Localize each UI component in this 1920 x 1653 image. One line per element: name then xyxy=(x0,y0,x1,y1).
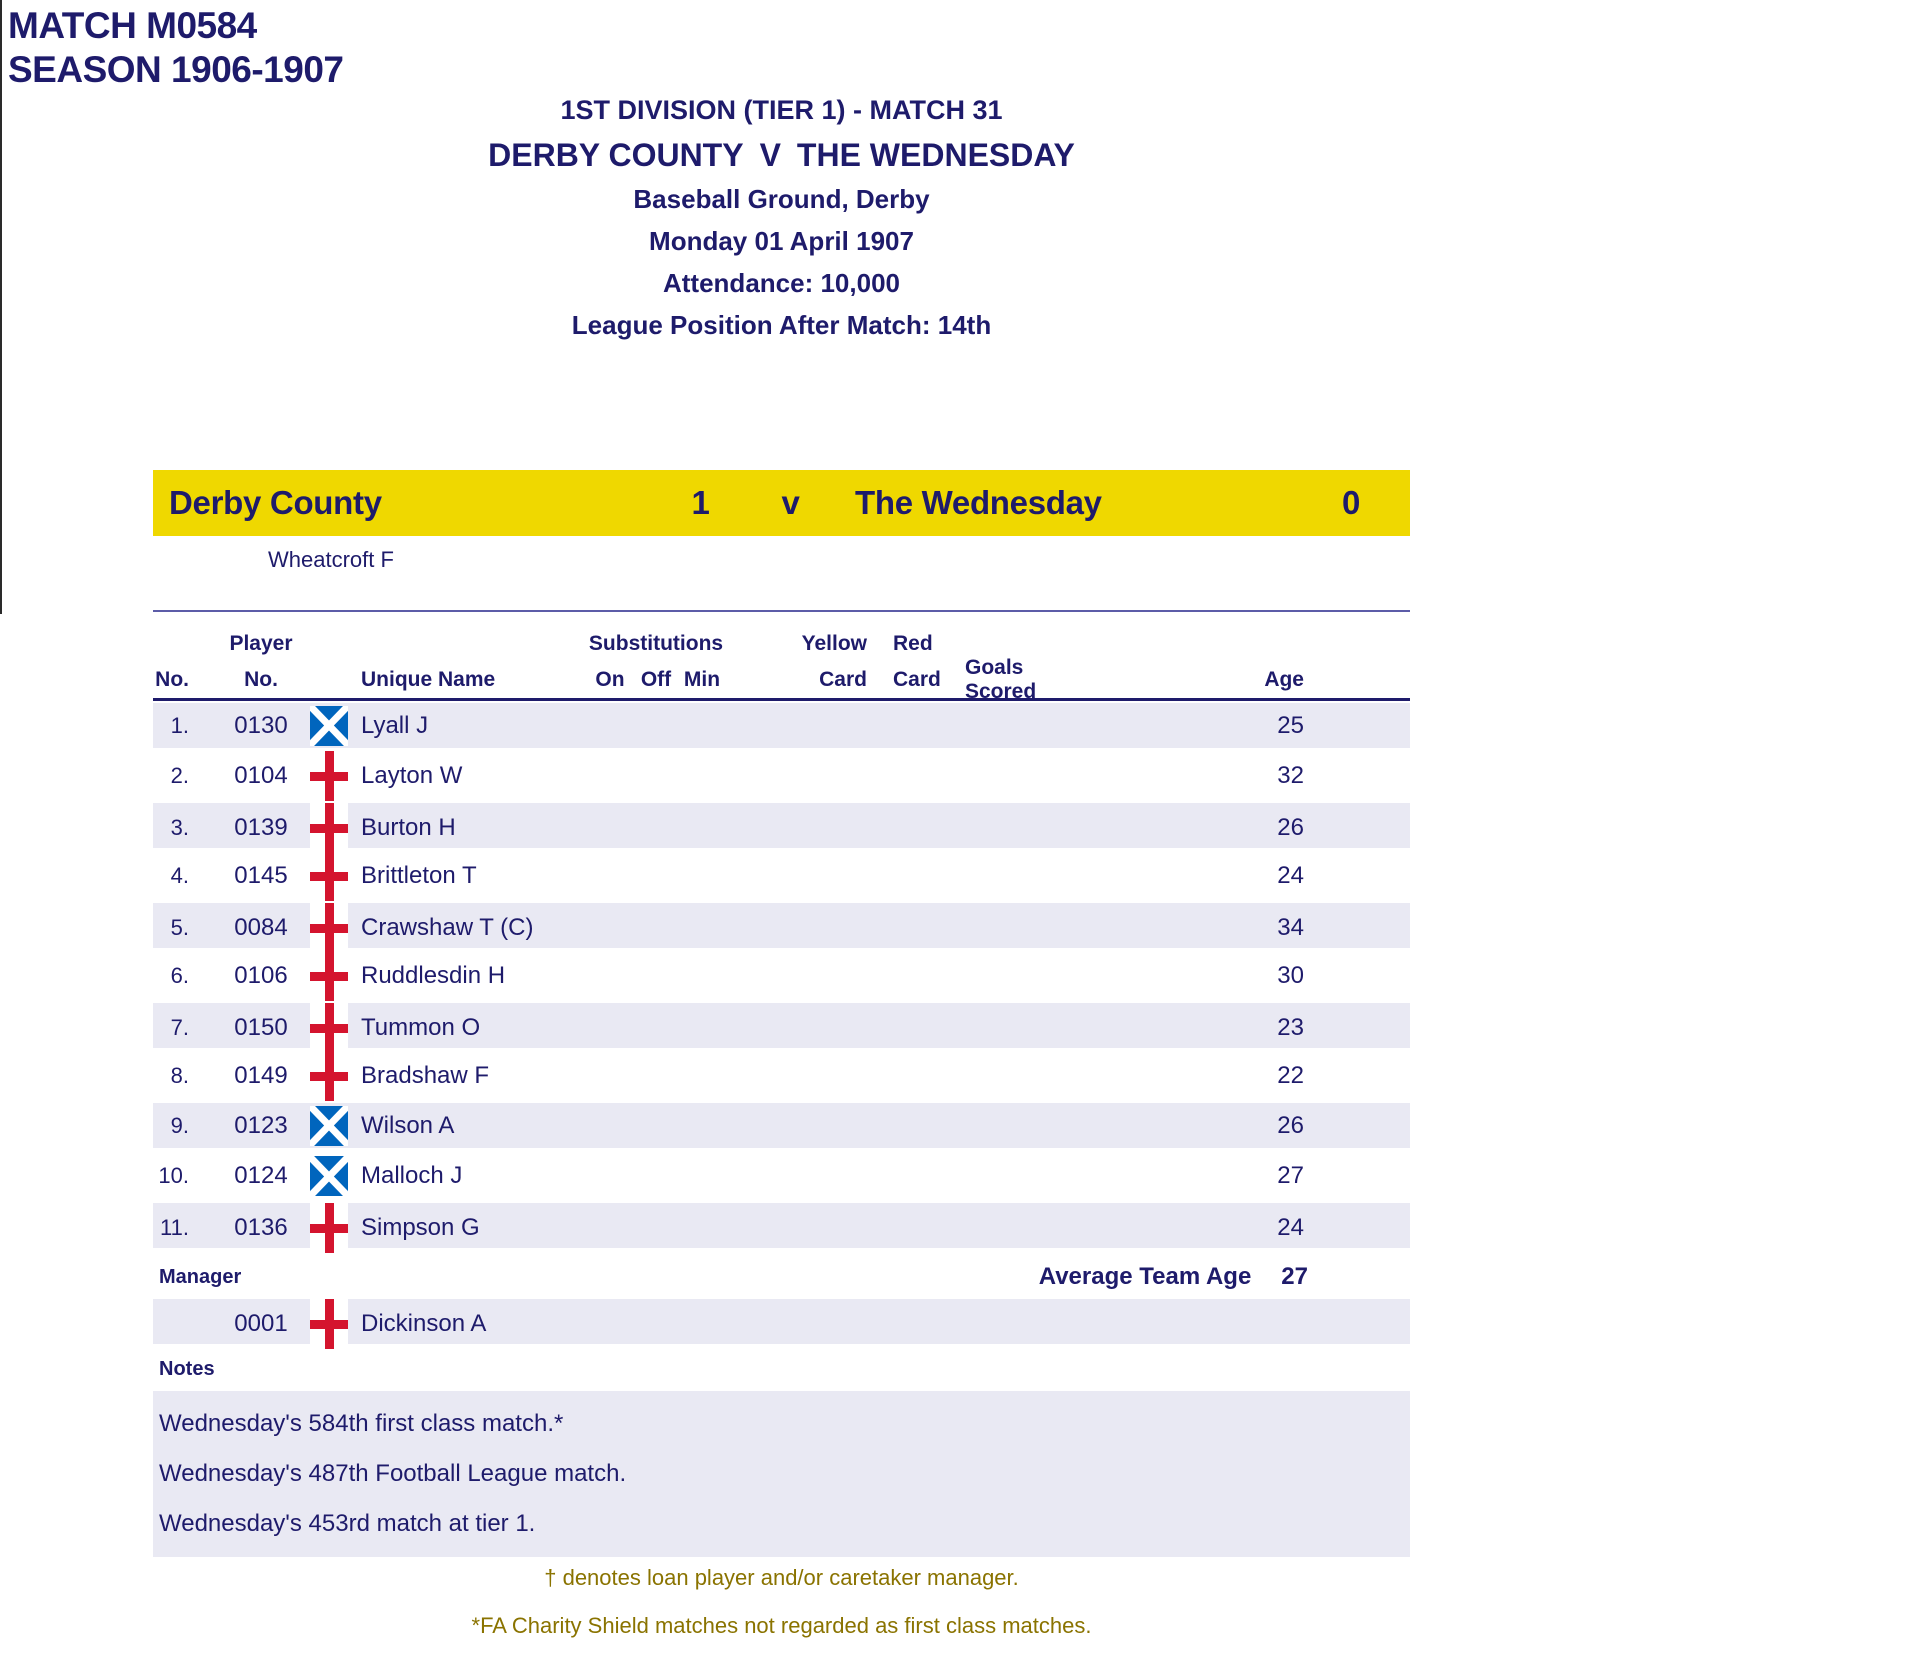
table-row xyxy=(153,1001,1410,1051)
col-header-substitutions: Substitutions xyxy=(588,632,724,655)
player-name: Brittleton T xyxy=(361,862,477,889)
manager-row-container xyxy=(153,1297,1410,1347)
home-team-name: Derby County xyxy=(169,484,382,521)
col-header-off: Off xyxy=(640,668,672,691)
row-number: 6. xyxy=(170,963,189,988)
table-row xyxy=(153,1101,1410,1151)
player-name: Dickinson A xyxy=(361,1310,487,1337)
player-name: Bradshaw F xyxy=(361,1062,490,1089)
col-header-unique-name: Unique Name xyxy=(361,668,496,691)
player-name: Wilson A xyxy=(361,1111,455,1139)
player-name: Lyall J xyxy=(361,711,429,739)
row-number: 11. xyxy=(160,1215,189,1240)
row-number: 9. xyxy=(170,1112,189,1138)
row-number: 3. xyxy=(170,815,189,840)
player-age: 24 xyxy=(1277,862,1304,889)
england-flag-icon xyxy=(310,803,348,853)
player-number: 0001 xyxy=(234,1310,288,1337)
versus-label: v xyxy=(781,484,800,521)
player-age: 24 xyxy=(1277,1214,1304,1241)
player-age: 22 xyxy=(1277,1062,1304,1089)
average-team-age-value: 27 xyxy=(1281,1263,1308,1290)
col-header-no: No. xyxy=(155,668,189,691)
player-name: Ruddlesdin H xyxy=(361,962,506,989)
average-team-age-label: Average Team Age xyxy=(1038,1263,1252,1290)
player-age: 25 xyxy=(1277,711,1304,739)
notes-block xyxy=(153,1391,1410,1557)
flag-cell xyxy=(301,1203,357,1253)
header-date: Monday 01 April 1907 xyxy=(649,226,914,256)
flag-cell xyxy=(301,903,357,953)
header-venue: Baseball Ground, Derby xyxy=(633,184,930,214)
player-number: 0106 xyxy=(234,962,288,989)
flag-cell xyxy=(301,1299,357,1349)
table-row xyxy=(153,901,1410,951)
col-header-red-card: Card xyxy=(893,668,941,691)
col-header-yellow-card: Card xyxy=(819,668,867,691)
note-line: Wednesday's 584th first class match.* xyxy=(159,1410,564,1437)
col-header-red-top: Red xyxy=(893,632,933,655)
score-bar xyxy=(153,470,1410,536)
away-team-name: The Wednesday xyxy=(855,484,1102,521)
player-age: 23 xyxy=(1277,1014,1304,1041)
england-flag-icon xyxy=(310,1051,348,1101)
match-id-title: MATCH M0584 xyxy=(8,5,257,46)
col-header-goals-scored: Goals Scored xyxy=(965,656,1037,703)
table-row xyxy=(153,851,1410,901)
col-header-yellow-top: Yellow xyxy=(801,632,867,655)
flag-cell xyxy=(301,751,357,801)
players-table-body xyxy=(153,701,1410,1251)
player-number: 0084 xyxy=(234,914,288,941)
flag-cell xyxy=(301,1156,357,1196)
player-number: 0123 xyxy=(234,1111,288,1139)
table-row xyxy=(153,1201,1410,1251)
player-number: 0149 xyxy=(234,1062,288,1089)
row-number: 8. xyxy=(170,1063,189,1088)
notes-label: Notes xyxy=(159,1357,215,1380)
table-row xyxy=(153,701,1410,751)
flag-cell xyxy=(301,851,357,901)
player-name: Burton H xyxy=(361,814,456,841)
table-row xyxy=(153,1151,1410,1201)
flag-cell xyxy=(301,1106,357,1146)
row-number: 5. xyxy=(170,915,189,940)
col-header-player-no: No. xyxy=(244,668,278,691)
header-fixture: DERBY COUNTY V THE WEDNESDAY xyxy=(488,137,1075,173)
england-flag-icon xyxy=(310,851,348,901)
scotland-flag-icon xyxy=(310,706,348,746)
away-team-score: 0 xyxy=(1341,484,1360,521)
col-header-age: Age xyxy=(1264,668,1304,691)
footnote-dagger: † denotes loan player and/or caretaker manager. xyxy=(544,1565,1019,1590)
england-flag-icon xyxy=(310,951,348,1001)
flag-cell xyxy=(301,803,357,853)
row-number: 7. xyxy=(170,1015,189,1040)
page-title xyxy=(8,4,343,91)
player-age: 26 xyxy=(1277,1111,1304,1139)
player-name: Layton W xyxy=(361,762,463,789)
scotland-flag-icon xyxy=(310,1106,348,1146)
col-header-on: On xyxy=(595,668,625,691)
window-edge-line xyxy=(0,0,2,614)
players-table-header xyxy=(153,610,1410,701)
home-team-score: 1 xyxy=(691,484,710,521)
player-number: 0136 xyxy=(234,1214,288,1241)
player-number: 0150 xyxy=(234,1014,288,1041)
footnote-asterisk: *FA Charity Shield matches not regarded as first class matches. xyxy=(471,1613,1092,1638)
player-name: Malloch J xyxy=(361,1162,463,1189)
player-age: 26 xyxy=(1277,814,1304,841)
row-number: 2. xyxy=(170,763,189,788)
row-number: 4. xyxy=(170,863,189,888)
player-age: 27 xyxy=(1277,1162,1304,1189)
player-name: Crawshaw T (C) xyxy=(361,914,534,941)
player-age: 32 xyxy=(1277,762,1304,789)
table-row xyxy=(153,1051,1410,1101)
table-row xyxy=(153,1297,1410,1347)
row-number: 1. xyxy=(170,712,189,738)
header-league-position: League Position After Match: 14th xyxy=(571,310,992,340)
flag-cell xyxy=(301,1051,357,1101)
note-line: Wednesday's 487th Football League match. xyxy=(159,1460,627,1487)
england-flag-icon xyxy=(310,1003,348,1053)
player-age: 30 xyxy=(1277,962,1304,989)
england-flag-icon xyxy=(310,903,348,953)
player-number: 0124 xyxy=(234,1162,288,1189)
player-number: 0130 xyxy=(234,711,288,739)
note-line: Wednesday's 453rd match at tier 1. xyxy=(159,1510,536,1537)
player-number: 0104 xyxy=(234,762,288,789)
england-flag-icon xyxy=(310,1299,348,1349)
home-scorers: Wheatcroft F xyxy=(268,547,394,572)
england-flag-icon xyxy=(310,1203,348,1253)
flag-cell xyxy=(301,706,357,746)
player-name: Tummon O xyxy=(361,1014,481,1041)
players-table xyxy=(153,610,1410,1557)
england-flag-icon xyxy=(310,751,348,801)
table-row xyxy=(153,751,1410,801)
table-row xyxy=(153,951,1410,1001)
col-header-player-no-top: Player xyxy=(229,632,293,655)
manager-section-header xyxy=(153,1257,1410,1297)
player-number: 0145 xyxy=(234,862,288,889)
player-age: 34 xyxy=(1277,914,1304,941)
scotland-flag-icon xyxy=(310,1156,348,1196)
row-number: 10. xyxy=(158,1163,189,1188)
table-row xyxy=(153,801,1410,851)
season-title: SEASON 1906-1907 xyxy=(8,48,344,90)
manager-label: Manager xyxy=(159,1265,242,1288)
match-header xyxy=(153,88,1410,346)
flag-cell xyxy=(301,951,357,1001)
header-attendance: Attendance: 10,000 xyxy=(663,268,900,298)
col-header-min: Min xyxy=(683,668,721,691)
player-number: 0139 xyxy=(234,814,288,841)
header-division: 1ST DIVISION (TIER 1) - MATCH 31 xyxy=(560,95,1003,125)
flag-cell xyxy=(301,1003,357,1053)
player-name: Simpson G xyxy=(361,1214,480,1241)
